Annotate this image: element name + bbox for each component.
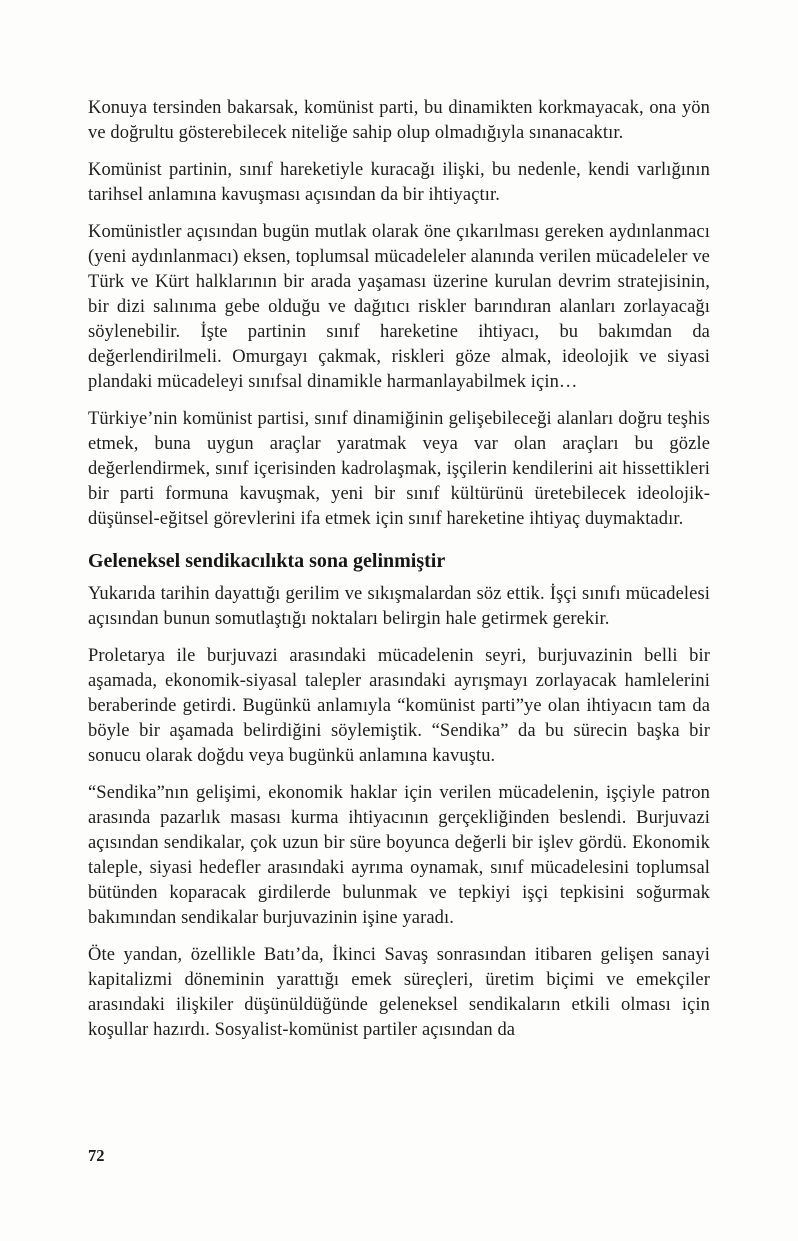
paragraph-3: Komünistler açısından bugün mutlak olarak öne çıkarılması gereken aydınlanmacı (yeni aydınlanmacı) eksen, toplumsal mücadeleler alanında verilen mücadeleler ve Türk ve Kürt halklarının bir arada yaşaması üzerine kurulan devrim stratejisinin, bir dizi salınıma gebe olduğu ve dağıtıcı riskler barındıran alanları zorlayacağı söylenebilir. İşte partinin sınıf hareketine ihtiyacı, bu bakımdan da değerlendirilmeli. Omurgayı çakmak, riskleri göze almak, ideolojik ve siyasi plandaki mücadeleyi sınıfsal dinamikle harmanlayabilmek için… <box>88 222 710 392</box>
paragraph-1: Konuya tersinden bakarsak, komünist parti, bu dinamikten korkmayacak, ona yön ve doğrultu gösterebilecek niteliğe sahip olup olmadığıyla sınanacaktır. <box>88 98 710 143</box>
page-number: 72 <box>88 1146 105 1165</box>
paragraph-2: Komünist partinin, sınıf hareketiyle kuracağı ilişki, bu nedenle, kendi varlığının tarihsel anlamına kavuşması açısından da bir ihtiyaçtır. <box>88 160 710 205</box>
paragraph-6: Proletarya ile burjuvazi arasındaki mücadelenin seyri, burjuvazinin belli bir aşamada, ekonomik-siyasal talepler arasındaki ayrışmayı zorlayacak hamlelerini beraberinde getirdi. Bugünkü anlamıyla “komünist parti”ye olan ihtiyacın tam da böyle bir aşamada belirdiğini söylemiştik. “Sendika” da bu sürecin başka bir sonucu olarak doğdu veya bugünkü anlamına kavuştu. <box>88 646 710 766</box>
paragraph-7: “Sendika”nın gelişimi, ekonomik haklar için verilen mücadelenin, işçiyle patron arasında pazarlık masası kurma ihtiyacının gerçekliğinden beslendi. Burjuvazi açısından sendikalar, çok uzun bir süre boyunca değerli bir işlev gördü. Ekonomik taleple, siyasi hedefler arasındaki ayrıma oynamak, sınıf mücadelesini toplumsal bütünden koparacak girdilerde bulunmak ve tepkiyi işçi tepkisini soğurmak bakımından sendikalar burjuvazinin işine yaradı. <box>88 783 710 928</box>
paragraph-5: Yukarıda tarihin dayattığı gerilim ve sıkışmalardan söz ettik. İşçi sınıfı mücadelesi açısından bunun somutlaştığı noktaları belirgin hale getirmek gerekir. <box>88 584 710 629</box>
page-text-block <box>88 96 710 1043</box>
paragraph-8: Öte yandan, özellikle Batı’da, İkinci Savaş sonrasından itibaren gelişen sanayi kapitalizmi döneminin yarattığı emek süreçleri, üretim biçimi ve emekçiler arasındaki ilişkiler düşünüldüğünde geleneksel sendikaların etkili olması için koşullar hazırdı. Sosyalist-komünist partiler açısından da <box>88 945 710 1040</box>
paragraph-4: Türkiye’nin komünist partisi, sınıf dinamiğinin gelişebileceği alanları doğru teşhis etmek, buna uygun araçlar yaratmak veya var olan araçları bu gözle değerlendirmek, sınıf içerisinden kadrolaşmak, işçilerin kendilerini ait hissettikleri bir parti formuna kavuşmak, yeni bir sınıf kültürünü üretebilecek ideolojik-düşünsel-eğitsel görevlerini ifa etmek için sınıf hareketine ihtiyaç duymaktadır. <box>88 409 710 529</box>
section-heading: Geleneksel sendikacılıkta sona gelinmiştir <box>88 550 446 572</box>
